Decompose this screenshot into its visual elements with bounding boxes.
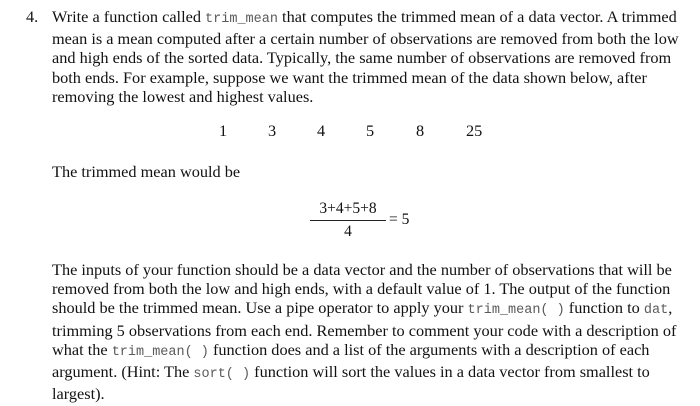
code-trim-mean: trim_mean <box>205 12 278 27</box>
code-trim-mean-call: trim_mean( ) <box>467 303 565 319</box>
instructions-text: function does and a list of the arguments with a description of each argument. (Hint: The <box>52 339 650 382</box>
code-trim-mean-call: trim_mean( ) <box>111 344 209 360</box>
data-value: 4 <box>317 121 326 140</box>
data-value: 25 <box>466 121 483 140</box>
trimmed-mean-formula <box>310 200 440 250</box>
trimmed-mean-label: The trimmed mean would be <box>52 162 241 181</box>
question-intro-paragraph <box>52 7 682 106</box>
data-value: 8 <box>416 121 425 140</box>
intro-text-rest: that computes the trimmed mean of a data vector. A trimmed mean is a mean computed after a certain number of observations are removed from both the low and high ends of the sorted data. Typically, the same number of observations are removed from both ends. For example, suppose we want the trimmed mean of the data shown below, after removing the lowest and highest values. <box>52 7 679 106</box>
code-sort-call: sort( ) <box>193 367 251 383</box>
code-dat: dat <box>643 303 669 319</box>
instructions-text: function to <box>564 298 644 318</box>
instructions-paragraph <box>52 260 682 403</box>
instructions-text: The inputs of your function should be a data vector and the number of observations that will be removed from both the low and high ends, with a default value of 1. The output of the function should be the trimmed mean. Use a pipe operator to apply your <box>52 260 672 318</box>
data-value: 3 <box>268 121 277 140</box>
formula-denominator: 4 <box>344 223 352 240</box>
data-value: 1 <box>219 121 228 140</box>
fraction-bar <box>310 220 386 221</box>
intro-text-start: Write a function called <box>52 7 206 26</box>
data-value: 5 <box>366 121 375 140</box>
instructions-text: , trimming 5 observations from each end. Remember to comment your code with a description of what the <box>52 298 677 359</box>
example-data-row <box>0 121 700 141</box>
formula-numerator: 3+4+5+8 <box>319 200 377 217</box>
question-number: 4. <box>26 7 39 26</box>
formula-fraction <box>310 200 386 241</box>
instructions-text: function will sort the values in a data vector from smallest to largest). <box>52 362 650 404</box>
formula-result: = 5 <box>389 211 410 228</box>
